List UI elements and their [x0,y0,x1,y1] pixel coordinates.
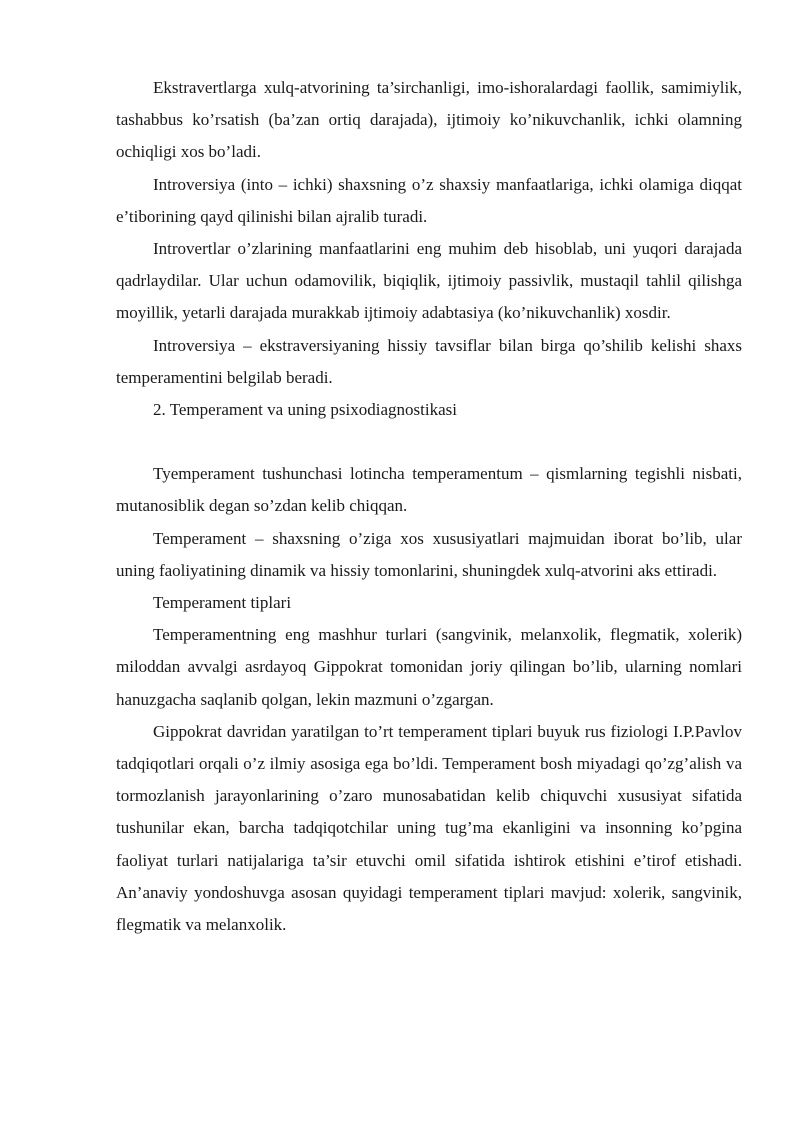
subheading-temperament-types: Temperament tiplari [153,593,292,613]
paragraph-temperament-definition: Temperament – shaxsning o’ziga xos xususiyatlari majmuidan iborat bo’lib, ular uning faoliyatining dinamik va hissiy tomonlarini, shuningdek xulq-atvorini aks ettiradi. [116,528,742,580]
paragraph-introversion-definition: Introversiya (into – ichki) shaxsning o’z shaxsiy manfaatlariga, ichki olamiga diqqat e’tiborining qayd qilinishi bilan ajralib turadi. [116,174,742,226]
paragraph-introversion-extraversion: Introversiya – ekstraversiyaning hissiy tavsiflar bilan birga qo’shilib kelishi shaxs temperamentini belgilab beradi. [116,335,742,387]
section-spacer [116,426,742,458]
paragraph-extravert-traits: Ekstravertlarga xulq-atvorining ta’sirchanligi, imo-ishoralardagi faollik, samimiylik, tashabbus ko’rsatish (ba’zan ortiq darajada), ijtimoiy ko’nikuvchanlik, ichki olamning ochiqligi xos bo’ladi. [116,78,742,162]
paragraph-pavlov-research: Gippokrat davridan yaratilgan to’rt temperament tiplari buyuk rus fiziologi I.P.Pavlov tadqiqotlari orqali o’z ilmiy asosiga ega bo’ldi. Temperament bosh miyadagi qo’zg’alish va tormozlanish jarayonlarining o’zaro munosabatidan kelib chiquvchi xususiyat sifatida tushunilar ekan, barcha tadqiqotchilar uning tug’ma ekanligini va insonning ko’pgina faoliyat turlari natijalariga ta’sir etuvchi omil sifatida ishtirok etishini e’tirof etishadi. An’anaviy yondoshuvga asosan quyidagi temperament tiplari mavjud: xolerik, sangvinik, flegmatik va melanxolik. [116,721,742,935]
section-heading: 2. Temperament va uning psixodiagnostikasi [153,400,457,420]
page-content [116,72,742,941]
paragraph-introvert-traits: Introvertlar o’zlarining manfaatlarini eng muhim deb hisoblab, uni yuqori darajada qadrlaydilar. Ular uchun odamovilik, biqiqlik, ijtimoiy passivlik, mustaqil tahlil qilishga moyillik, yetarli darajada murakkab ijtimoiy adabtasiya (ko’nikuvchanlik) xosdir. [116,239,742,323]
paragraph-temperament-etymology: Tyemperament tushunchasi lotincha temperamentum – qismlarning tegishli nisbati, mutanosiblik degan so’zdan kelib chiqqan. [116,464,742,516]
paragraph-hippocrates-types: Temperamentning eng mashhur turlari (sangvinik, melanxolik, flegmatik, xolerik) miloddan avvalgi asrdayoq Gippokrat tomonidan joriy qilingan bo’lib, ularning nomlari hanuzgacha saqlanib qolgan, lekin mazmuni o’zgargan. [116,625,742,709]
